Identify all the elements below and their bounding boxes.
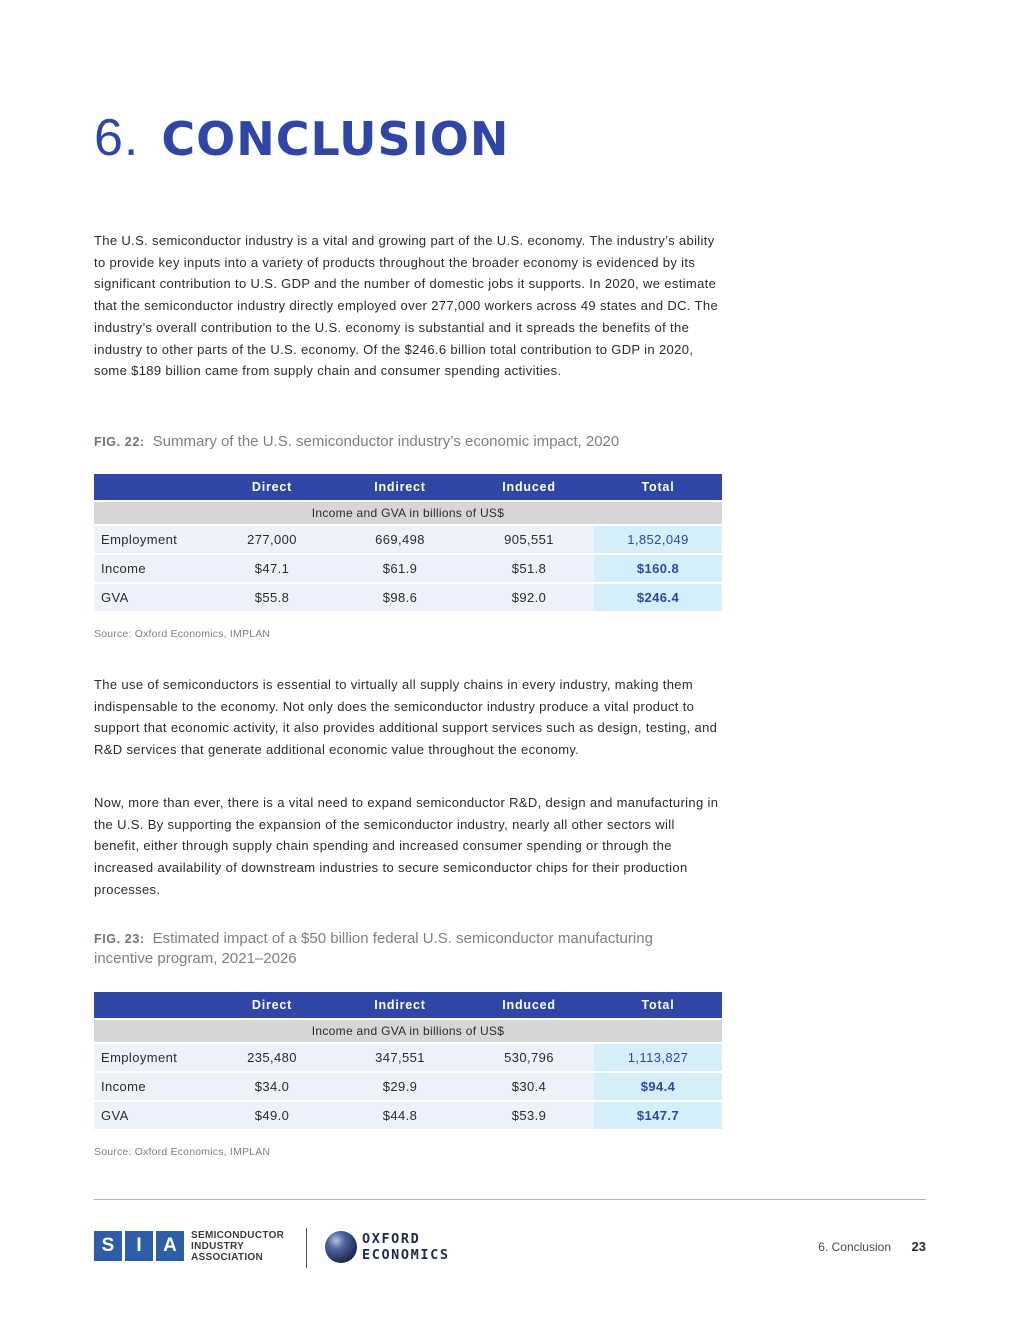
cell-indirect: $98.6 [336, 584, 464, 611]
cell-total: $246.4 [594, 584, 722, 611]
intro-paragraph: The U.S. semiconductor industry is a vital and growing part of the U.S. economy. The industry’s ability to provide key inputs into a variety of products throughout the broader economy is evidenced by its significant contribution to U.S. GDP and the number of domestic jobs it supports. In 2020, we estimate that the semiconductor industry directly employed over 277,000 workers across 49 states and DC. The industry’s overall contribution to the U.S. economy is substantial and it spreads the benefits of the industry to other parts of the U.S. economy. Of the $246.6 billion total contribution to GDP in 2020, some $189 billion came from supply chain and consumer spending activities. [94, 233, 719, 379]
footer-divider [94, 1199, 926, 1200]
fig23-col-label [94, 992, 208, 1018]
row-label: Income [94, 555, 208, 582]
cell-induced: $30.4 [464, 1073, 594, 1100]
fig22-caption [94, 432, 734, 452]
cell-indirect: 347,551 [336, 1044, 464, 1071]
fig22-col-total: Total [594, 474, 722, 500]
sia-name-line: SEMICONDUCTOR [191, 1230, 285, 1241]
supply-paragraph: The use of semiconductors is essential to virtually all supply chains in every industry, making them indispensable to the economy. Not only does the semiconductor industry produce a vital product to support that economic activity, it also provides additional support services such as design, testing, and R&D services that generate additional economic value throughout the economy. [94, 677, 718, 758]
fig23-col-induced: Induced [464, 992, 594, 1018]
fig22-subheader-row [94, 502, 722, 524]
oxford-economics-wordmark [362, 1231, 450, 1263]
fig23-caption [94, 929, 654, 969]
fig23-caption-text: Estimated impact of a $50 billion federal U.S. semiconductor manufacturing incentive program, 2021–2026 [94, 930, 653, 967]
cell-indirect: $44.8 [336, 1102, 464, 1129]
cell-induced: $53.9 [464, 1102, 594, 1129]
sia-name [191, 1230, 284, 1263]
cell-direct: $49.0 [208, 1102, 336, 1129]
cell-induced: 530,796 [464, 1044, 594, 1071]
cell-direct: 277,000 [208, 526, 336, 553]
row-label: Employment [94, 526, 208, 553]
cell-direct: 235,480 [208, 1044, 336, 1071]
fig22-caption-text: Summary of the U.S. semiconductor industry’s economic impact, 2020 [152, 433, 620, 450]
fig23-col-direct: Direct [208, 992, 336, 1018]
footer-section-label: 6. Conclusion [818, 1240, 891, 1254]
fig23-col-total: Total [594, 992, 722, 1018]
cell-induced: $92.0 [464, 584, 594, 611]
fig23-label: FIG. 23: [94, 932, 145, 946]
fig23-table [94, 990, 722, 1131]
cell-direct: $55.8 [208, 584, 336, 611]
fig23-col-indirect: Indirect [336, 992, 464, 1018]
fig22-subheader: Income and GVA in billions of US$ [94, 502, 722, 524]
oxford-globe-icon [324, 1230, 358, 1264]
fig23-source: Source: Oxford Economics, IMPLAN [94, 1146, 271, 1158]
sia-logo [94, 1231, 187, 1261]
expand-paragraph: Now, more than ever, there is a vital need to expand semiconductor R&D, design and manufacturing in the U.S. By supporting the expansion of the semiconductor industry, nearly all other sectors will benefit, either through supply chain spending and increased consumer spending or through the increased availability of downstream industries to secure semiconductor chips for their production processes. [94, 795, 719, 897]
fig23-subheader: Income and GVA in billions of US$ [94, 1020, 722, 1042]
page-number: 23 [911, 1239, 926, 1254]
page-title [94, 108, 509, 169]
section-title: CONCLUSION [161, 112, 510, 166]
cell-indirect: $29.9 [336, 1073, 464, 1100]
fig22-table [94, 472, 722, 613]
table-row [94, 1073, 722, 1100]
sia-name-line: INDUSTRY [191, 1241, 245, 1252]
table-row [94, 1102, 722, 1129]
fig22-label: FIG. 22: [94, 435, 145, 449]
row-label: GVA [94, 584, 208, 611]
cell-indirect: 669,498 [336, 526, 464, 553]
section-number: 6. [94, 109, 140, 167]
fig22-col-induced: Induced [464, 474, 594, 500]
fig23-header-row [94, 992, 722, 1018]
oe-line: ECONOMICS [362, 1247, 450, 1263]
fig22-header-row [94, 474, 722, 500]
cell-indirect: $61.9 [336, 555, 464, 582]
cell-total: 1,852,049 [594, 526, 722, 553]
table-row [94, 1044, 722, 1071]
cell-direct: $34.0 [208, 1073, 336, 1100]
oe-line: OXFORD [362, 1231, 421, 1247]
table-row [94, 584, 722, 611]
logo-separator [306, 1228, 307, 1268]
sia-letter-s: S [94, 1231, 122, 1261]
row-label: Employment [94, 1044, 208, 1071]
table-row [94, 526, 722, 553]
cell-total: $160.8 [594, 555, 722, 582]
cell-direct: $47.1 [208, 555, 336, 582]
fig22-col-label [94, 474, 208, 500]
fig23-subheader-row [94, 1020, 722, 1042]
row-label: GVA [94, 1102, 208, 1129]
sia-letter-a: A [156, 1231, 184, 1261]
sia-name-line: ASSOCIATION [191, 1252, 264, 1263]
fig22-source: Source: Oxford Economics, IMPLAN [94, 628, 271, 640]
cell-induced: 905,551 [464, 526, 594, 553]
fig22-col-indirect: Indirect [336, 474, 464, 500]
row-label: Income [94, 1073, 208, 1100]
sia-letter-i: I [125, 1231, 153, 1261]
fig22-col-direct: Direct [208, 474, 336, 500]
cell-total: $94.4 [594, 1073, 722, 1100]
table-row [94, 555, 722, 582]
cell-induced: $51.8 [464, 555, 594, 582]
cell-total: $147.7 [594, 1102, 722, 1129]
cell-total: 1,113,827 [594, 1044, 722, 1071]
